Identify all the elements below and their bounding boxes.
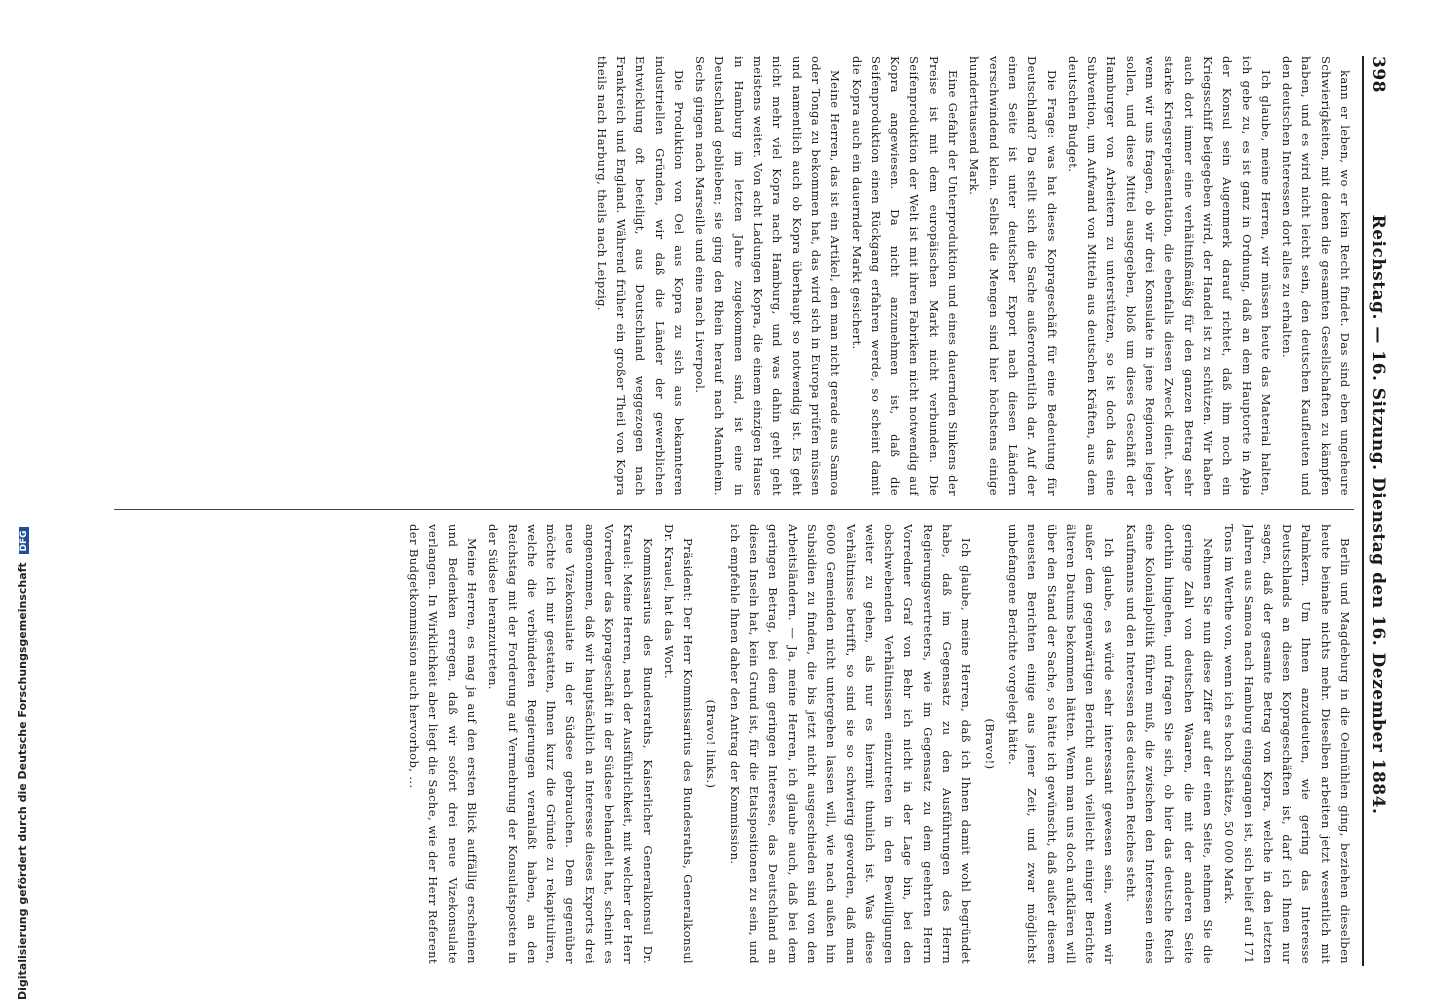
footer-credit-text: Digitalisierung gefördert durch die Deutsche Forschungsgemeinschaft	[16, 562, 29, 1000]
president-statement: Präsident: Der Herr Kommissarius des Bundesraths, Generalkonsul Dr. Krauel, hat das Wort.	[661, 524, 696, 964]
paragraph: Berlin und Magdeburg in die Oelmühlen ging, beziehen dieselben heute beinahe nichts mehr. Dieselben arbeiten jetzt wesentlich mit Palmkern. Um Ihnen anzudeuten, wie gering das Interesse Deutschlands an diesen Koprageschäften ist, darf ich Ihnen nur sagen, daß der gesamte Betrag von Kopra, welche in den letzten Jahren aus Samoa nach Hamburg eingegangen ist, sich belief auf 171 Tons im Werthe von, wenn ich es hoch schätze, 50 000 Mark.	[1222, 524, 1352, 964]
newspaper-page	[96, 38, 1406, 984]
page-title: Reichstag. — 16. Sitzung. Dienstag den 16. Dezember 1884.	[1368, 214, 1388, 815]
paragraph: Nehmen Sie nun diese Ziffer auf der einen Seite, nehmen Sie die geringe Zahl von deutschen Waaren, die mit der anderen Seite dorthin hingehen, und fragen Sie sich, ob hier das deutsche Reich eine Kolonialpolitik führen muß, die zwischen den Interessen eines Kaufmanns und den Interessen des deutschen Reiches steht.	[1123, 524, 1215, 964]
paragraph: Die Produktion von Oel aus Kopra zu sich aus bekannteren industriellen Gründen, wir daß die Länder der gewerblichen Entwicklung oft beteiligt, aus Deutschland weggezogen nach Frankreich und England. Während früher ein großer Theil von Kopra theils nach Harburg, theils nach Leipzig.	[594, 56, 686, 496]
page-content-rotated	[96, 38, 1406, 984]
column-divider	[114, 509, 1354, 510]
paragraph: kann er leben, wo er kein Recht findet. Das sind eben ungeheure Schwierigkeiten, mit denen die gesamten Gesellschaften zu kämpfen haben, und es wird nicht leicht sein, den deutschen Kaufleuten und den deutschen Interessen dort alles zu erhalten.	[1280, 56, 1352, 496]
paragraph: Ich glaube, meine Herren, wir müssen heute das Material halten, ich gebe zu, es ist ganz in Ordnung, daß an dem Hauptorte in Apia der Konsul sein Augenmerk darauf richtet, daß ihm noch ein Kriegsschiff beigegeben wird, der Handel ist zu schützen. Wir haben auch dort immer eine verhältnißmäßig für den ganzen Betrag sehr starke Kriegsrepräsentation, die ebenfalls diesen Zweck dient. Aber wenn wir uns fragen, ob wir drei Konsulate in jene Regionen legen sollen, und diese Mittel ausgegeben, bloß um dieses Geschäft der Hamburger von Arbeitern zu unterstützen, so ist doch das eine Subvention, um Aufwand von Mitteln aus deutschen Kräften, aus dem deutschen Budget.	[1065, 56, 1273, 496]
right-column	[114, 524, 1354, 964]
page-header	[1362, 56, 1392, 966]
paragraph: Eine Gefahr der Unterproduktion und eines dauernden Sinkens der Preise ist mit dem europäischen Markt nicht verbunden. Die Seifenproduktion der Welt ist mit ihren Fabriken nicht notwendig auf Kopra angewiesen. Da nicht anzunehmen ist, daß die Seifenproduktion einen Rückgang erfahren werde, so scheint damit die Kopra auch ein dauernder Markt gesichert.	[849, 56, 961, 496]
paragraph: Meine Herren, es mag ja auf den ersten Blick auffällig erscheinen und Bedenken erregen, daß wir sofort drei neue Vizekonsulate verlangen. In Wirklichkeit aber liegt die Sache, wie der Herr Referent der Budgetkommission auch hervorhob, ...	[407, 524, 479, 964]
paragraph: Ich glaube, es würde sehr interessant gewesen sein, wenn wir außer dem gegenwärtigen Bericht auch vielleicht einiger Berichte älteren Datums bekommen hätten. Wenn man uns doch aufklären will über den Stand der Sache, so hätte ich gewünscht, daß außer diesem neuesten Berichten einige aus jener Zeit, und zwar möglichst unbefangene Berichte vorgelegt hätte.	[1005, 524, 1117, 964]
page-number: 398	[1368, 56, 1388, 93]
applause-note: (Bravo! links.)	[704, 699, 719, 789]
applause-note: (Bravo!)	[982, 718, 997, 770]
footer-credit	[16, 400, 29, 1000]
digitization-footer	[0, 0, 29, 1000]
paragraph: Kommissarius des Bundesraths, Kaiserlicher Generalkonsul Dr. Krauel: Meine Herren, nach der Ausführlichkeit, mit welcher der Herr Vorredner das Koprageschäft in der Südsee behandelt hat, scheint es angenommen, daß wir hauptsächlich an Interesse dieses Exports drei neue Vizekonsulate in der Südsee gebrauchen. Dem gegenüber möchte ich mir gestatten, Ihnen kurz die Gründe zu rekapituliren, welche die verbündeten Regierungen veranlaßt haben, an den Reichstag mit der Forderung auf Vermehrung der Konsulatsposten in der Südsee heranzutreten.	[486, 524, 655, 964]
paragraph: Die Frage: was hat dieses Koprageschäft für eine Bedeutung für Deutschland? Da stellt sich die Sache außerordentlich dar. Auf der einen Seite ist unter deutscher Export nach diesen Ländern verschwindend klein. Selbst die Mengen sind hier höchstens einige hunderttausend Mark.	[967, 56, 1059, 496]
left-column	[114, 56, 1354, 496]
paragraph: Meine Herren, das ist ein Artikel, den man nicht gerade aus Samoa oder Tonga zu bekommen hat, das wird sich in Europa prüfen müssen und namentlich auch ob Kopra überhaupt so notwendig ist. Es geht nicht mehr viel Kopra nach Hamburg, und was dahin geht geht meistens weiter. Von acht Ladungen Kopra, die einem einzigen Hause in Hamburg im letzten Jahre zugekommen sind, ist eine in Deutschland geblieben; sie ging den Rhein herauf nach Mannheim. Sechs gingen nach Marseille und eine nach Liverpool.	[693, 56, 843, 496]
paragraph: Ich glaube, meine Herren, daß ich Ihnen damit wohl begründet habe, daß im Gegensatz zu den Ausführungen des Herrn Regierungsvertreters, wie im Gegensatz zu dem geehrten Herrn Vorredner Graf von Behr ich nicht in der Lage bin, bei den obschwebenden Verhältnissen einzutreten in den Bewilligungen weiter zu gehen, als nur es hiermit thunlich ist. Was diese Verhältnisse betrifft, so sind sie so schwierig geworden, daß man 6000 Gemeinden nicht untergehen lassen will, wie nach außen hin Subsidien zu finden, die bis jetzt nicht ausgeschieden sind von den Arbeitsländern. — Ja, meine Herren, ich glaube auch, daß bei dem geringen Betrag, bei dem geringen Interesse, das Deutschland an diesen Inseln hat, kein Grund ist, für die Etatspositionen zu sein, und ich empfehle Ihnen daher den Antrag der Kommission.	[727, 524, 974, 964]
dfg-logo: DFG	[19, 527, 29, 554]
